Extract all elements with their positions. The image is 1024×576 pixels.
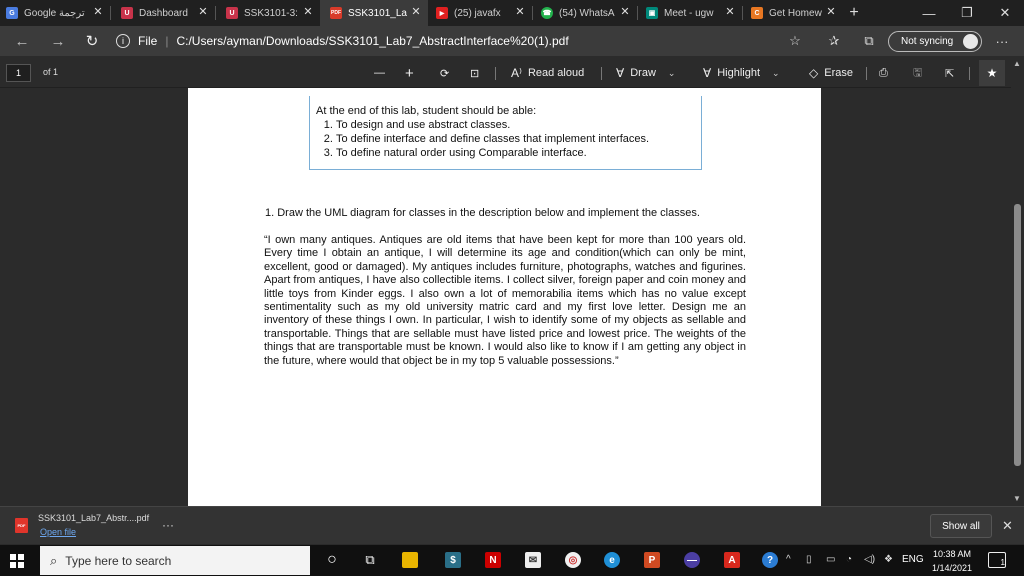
powerpoint-icon[interactable]: P xyxy=(644,552,660,568)
vertical-scrollbar[interactable] xyxy=(1011,58,1024,506)
device-icon[interactable]: ▯ xyxy=(806,554,812,565)
objective-item: 1. To design and use abstract classes. xyxy=(336,118,695,132)
close-tab-icon[interactable]: ✕ xyxy=(411,6,421,18)
search-icon: ⌕ xyxy=(50,552,58,568)
tab-google-meet[interactable] xyxy=(638,0,742,26)
draw-label: Draw xyxy=(630,67,656,79)
tab-label: SSK3101_La xyxy=(348,7,407,19)
rotate-icon[interactable]: ⟳ xyxy=(440,67,450,80)
address-bar[interactable] xyxy=(116,29,810,53)
show-all-button[interactable]: Show all xyxy=(930,514,992,538)
toolbar-divider xyxy=(969,67,970,80)
tab-youtube-javafx[interactable] xyxy=(428,0,532,26)
erase-label: Erase xyxy=(824,67,853,79)
taskbar-search-box[interactable] xyxy=(40,546,310,575)
close-downloads-icon[interactable]: ✕ xyxy=(1002,518,1013,533)
clock-date: 1/14/2021 xyxy=(931,563,973,573)
objectives-box xyxy=(309,96,702,170)
file-explorer-icon[interactable] xyxy=(402,552,418,568)
downloads-bar xyxy=(0,506,1024,544)
draw-pen-icon: ∀ xyxy=(616,66,625,80)
page-count: of 1 xyxy=(43,67,59,77)
upm-shield-icon: U xyxy=(121,7,133,19)
collections-icon[interactable]: ⧉ xyxy=(864,33,874,48)
pin-toolbar-icon[interactable]: ★ xyxy=(979,60,1005,86)
close-tab-icon[interactable]: ✕ xyxy=(198,6,208,18)
wifi-icon[interactable]: ◔ xyxy=(846,554,853,565)
info-icon[interactable]: i xyxy=(116,34,130,48)
tab-ssk3101-lab-active[interactable] xyxy=(320,0,428,26)
close-tab-icon[interactable]: ✕ xyxy=(620,6,630,18)
tab-label: (25) javafx xyxy=(454,7,501,19)
download-more-icon[interactable]: ··· xyxy=(162,518,174,532)
dropbox-icon[interactable]: ❖ xyxy=(884,554,893,565)
url-scheme: File xyxy=(138,34,158,48)
read-aloud-icon: A⁾ xyxy=(511,66,522,80)
tab-label: Meet - ugw xyxy=(664,7,714,19)
close-tab-icon[interactable]: ✕ xyxy=(515,6,525,18)
open-file-link[interactable]: Open file xyxy=(40,527,77,537)
pdf-icon: PDF xyxy=(330,7,342,19)
avatar xyxy=(963,34,978,49)
objective-item: 3. To define natural order using Comparable interface. xyxy=(336,146,695,160)
save-as-icon[interactable]: ⇱ xyxy=(945,67,955,80)
cortana-icon[interactable]: ○ xyxy=(327,551,337,568)
tab-google-translate[interactable] xyxy=(0,0,110,26)
tab-strip xyxy=(0,0,1024,26)
scrollbar-thumb[interactable] xyxy=(1014,204,1021,466)
tab-label: SSK3101-3: xyxy=(244,7,298,19)
tab-ssk3101-3[interactable] xyxy=(216,0,320,26)
tray-chevron-icon[interactable]: ^ xyxy=(786,554,791,565)
close-tab-icon[interactable]: ✕ xyxy=(303,6,313,18)
highlight-label: Highlight xyxy=(717,67,761,79)
toolbar-divider xyxy=(866,67,867,80)
tab-dashboard[interactable] xyxy=(111,0,215,26)
close-tab-icon[interactable]: ✕ xyxy=(93,6,103,18)
sync-label: Not syncing xyxy=(901,36,954,47)
minimize-button[interactable]: — xyxy=(922,5,936,21)
chevron-down-icon[interactable]: ⌄ xyxy=(772,67,780,78)
read-aloud-label: Read aloud xyxy=(527,67,585,79)
help-icon[interactable]: ? xyxy=(762,552,778,568)
close-tab-icon[interactable]: ✕ xyxy=(725,6,735,18)
fit-page-icon[interactable]: ⊡ xyxy=(470,67,480,80)
toolbar-divider xyxy=(495,67,496,80)
close-window-button[interactable]: ✕ xyxy=(999,5,1011,20)
page-number-input[interactable]: 1 xyxy=(6,64,31,82)
mail-icon[interactable]: ✉ xyxy=(525,552,541,568)
url-text[interactable]: C:/Users/ayman/Downloads/SSK3101_Lab7_AbstractInterface%20(1).pdf xyxy=(176,34,569,48)
windows-taskbar xyxy=(0,545,1024,576)
download-filename[interactable]: SSK3101_Lab7_Abstr....pdf xyxy=(38,513,150,523)
chevron-down-icon[interactable]: ⌄ xyxy=(667,67,676,78)
chrome-icon[interactable]: ◎ xyxy=(565,552,581,568)
back-button[interactable]: ← xyxy=(14,32,30,50)
windows-start-icon[interactable] xyxy=(10,554,24,568)
zoom-in-button[interactable]: + xyxy=(405,64,414,82)
close-tab-icon[interactable]: ✕ xyxy=(826,6,836,18)
whatsapp-icon: ☎ xyxy=(541,7,553,19)
tab-label: (54) WhatsA xyxy=(559,7,615,19)
objectives-intro: At the end of this lab, student should be able: xyxy=(316,105,537,117)
pdf-file-icon: PDF xyxy=(15,518,28,533)
erase-button[interactable] xyxy=(809,64,853,82)
read-aloud-button[interactable] xyxy=(511,64,584,82)
task-view-icon[interactable]: ⧉ xyxy=(365,552,375,567)
objectives-list xyxy=(336,118,695,160)
tab-get-homework[interactable] xyxy=(743,0,843,26)
upm-shield-icon: U xyxy=(226,7,238,19)
draw-button[interactable] xyxy=(616,64,675,82)
highlight-button[interactable] xyxy=(703,64,780,82)
acrobat-icon[interactable]: A xyxy=(724,552,740,568)
new-tab-button[interactable]: + xyxy=(849,4,859,21)
youtube-icon: ▶ xyxy=(436,7,448,19)
google-meet-icon: ▣ xyxy=(646,7,658,19)
print-icon[interactable]: ⎙ xyxy=(879,66,888,79)
store-icon[interactable]: $ xyxy=(445,552,461,568)
netflix-icon[interactable]: N xyxy=(485,552,501,568)
tab-label: Google ترجمة xyxy=(24,7,85,19)
restore-button[interactable]: ❐ xyxy=(961,5,973,20)
google-translate-icon: G xyxy=(6,7,18,19)
clock[interactable] xyxy=(928,547,976,575)
eraser-icon: ◇ xyxy=(809,66,819,80)
language-indicator[interactable]: ENG xyxy=(902,554,924,565)
url-separator: | xyxy=(165,34,169,48)
scroll-up-arrow-icon[interactable]: ▲ xyxy=(1013,59,1021,68)
app-icon[interactable]: — xyxy=(684,552,700,568)
toolbar-divider xyxy=(601,67,602,80)
zoom-out-button[interactable]: — xyxy=(374,67,385,79)
highlighter-icon: ∀ xyxy=(703,66,712,80)
forward-button[interactable]: → xyxy=(50,32,66,50)
question-description: “I own many antiques. Antiques are old items that have been kept for more than 100 years old. Every time I obtain an antique, I will determine its age and condition(which can only be mint, excellent, good or damaged). My antiques includes furniture, photographs, watches and figurines. Apart from antiques, I have also collectible items. I collect silver, foreign paper and coin money and little toys from Kinder eggs. I also own a lot of memorabilia items which has no value except sentimentality such as my old university matric card and my first love letter. Design me an inventory of these things I own. In particular, I wish to identify some of my objects as sellable and transportable. Things that are sellable must have listed price and lowest price. The weights of the things that are transportable must be known. I would also like to know if I am getting any object in the future, where would that object be in my top 5 valuable possessions.” xyxy=(264,234,746,367)
save-icon[interactable]: 🖫 xyxy=(913,66,923,79)
address-bar-row xyxy=(0,26,1024,56)
objective-item: 2. To define interface and define classes that implement interfaces. xyxy=(336,132,695,146)
scroll-down-arrow-icon[interactable]: ▼ xyxy=(1013,494,1021,503)
favorite-star-icon[interactable]: ☆ xyxy=(789,33,801,48)
battery-icon[interactable]: ▭ xyxy=(826,554,836,565)
tab-label: Dashboard xyxy=(139,7,188,19)
favorites-bar-icon[interactable]: ✰ xyxy=(828,33,840,48)
tab-label: Get Homew xyxy=(769,7,822,19)
search-placeholder: Type here to search xyxy=(65,553,172,568)
notification-center-icon[interactable]: 1 xyxy=(988,552,1006,568)
profile-sync-button[interactable] xyxy=(888,31,982,52)
tab-whatsapp[interactable] xyxy=(533,0,637,26)
refresh-button[interactable]: ↻ xyxy=(85,33,99,50)
chegg-icon: C xyxy=(751,7,763,19)
pdf-page xyxy=(188,88,821,506)
clock-time: 10:38 AM xyxy=(932,549,972,559)
question-heading: 1. Draw the UML diagram for classes in the description below and implement the classes. xyxy=(265,207,700,219)
pdf-toolbar xyxy=(0,58,1024,88)
edge-icon[interactable]: e xyxy=(604,552,620,568)
more-menu-icon[interactable]: ··· xyxy=(995,33,1009,49)
volume-icon[interactable]: ◁) xyxy=(864,554,876,565)
